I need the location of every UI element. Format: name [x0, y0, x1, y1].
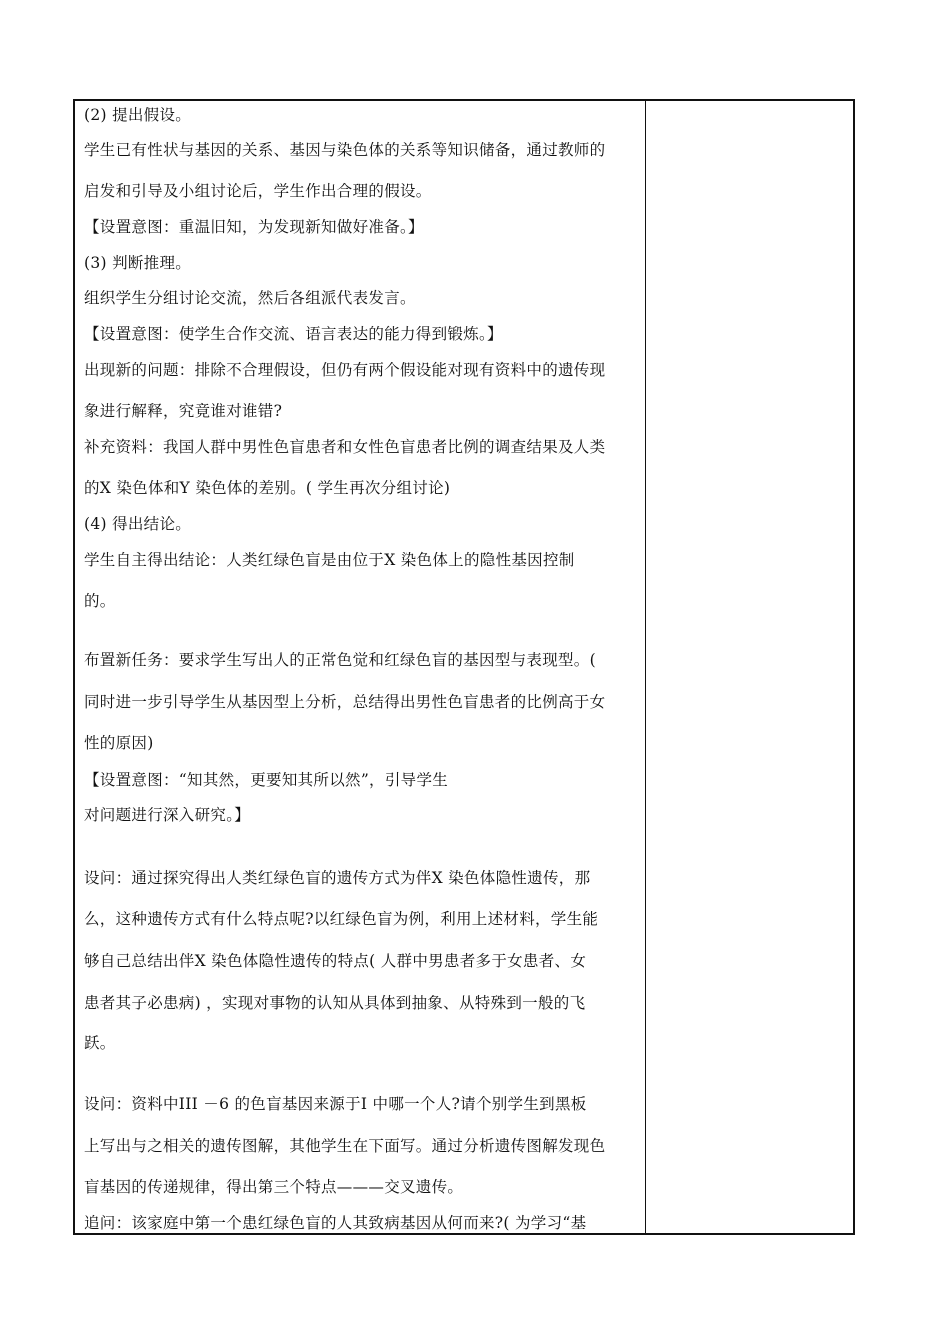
text-line: 设问：通过探究得出人类红绿色盲的遗传方式为伴X 染色体隐性遗传，那: [84, 869, 591, 887]
lesson-plan-table: [73, 99, 855, 1235]
text-line: 补充资料：我国人群中男性色盲患者和女性色盲患者比例的调查结果及人类: [84, 438, 606, 456]
text-line: 同时进一步引导学生从基因型上分析，总结得出男性色盲患者的比例高于女: [84, 693, 606, 711]
text-line: 性的原因): [84, 734, 154, 752]
text-line: 么，这种遗传方式有什么特点呢?以红绿色盲为例，利用上述材料，学生能: [84, 910, 599, 928]
text-line: 学生自主得出结论：人类红绿色盲是由位于X 染色体上的隐性基因控制: [84, 551, 575, 569]
text-line: 学生已有性状与基因的关系、基因与染色体的关系等知识储备，通过教师的: [84, 141, 606, 159]
text-line: 出现新的问题：排除不合理假设，但仍有两个假设能对现有资料中的遗传现: [84, 361, 606, 379]
text-line: 够自己总结出伴X 染色体隐性遗传的特点( 人群中男患者多于女患者、女: [84, 952, 587, 970]
text-line: 上写出与之相关的遗传图解，其他学生在下面写。通过分析遗传图解发现色: [84, 1137, 606, 1155]
text-line: 患者其子必患病) ，实现对事物的认知从具体到抽象、从特殊到一般的飞: [84, 994, 586, 1012]
text-line: 盲基因的传递规律，得出第三个特点———交叉遗传。: [84, 1178, 464, 1196]
text-line: 象进行解释，究竟谁对谁错?: [84, 402, 283, 420]
text-line: 追问：该家庭中第一个患红绿色盲的人其致病基因从何而来?( 为学习“基: [84, 1214, 587, 1232]
text-line: 的。: [84, 592, 116, 610]
text-line: 【设置意图：使学生合作交流、语言表达的能力得到锻炼。】: [84, 325, 503, 343]
text-line: 对问题进行深入研究。】: [84, 806, 251, 824]
text-line: 组织学生分组讨论交流，然后各组派代表发言。: [84, 289, 416, 307]
text-line: 布置新任务：要求学生写出人的正常色觉和红绿色盲的基因型与表现型。(: [84, 651, 596, 669]
text-line: 设问：资料中III －6 的色盲基因来源于I 中哪一个人?请个别学生到黑板: [84, 1095, 587, 1113]
teaching-process-cell: [75, 101, 645, 1233]
text-line: 启发和引导及小组讨论后，学生作出合理的假设。: [84, 182, 432, 200]
text-line: (2) 提出假设。: [84, 106, 192, 124]
text-line: (4) 得出结论。: [84, 515, 192, 533]
text-line: 跃。: [84, 1034, 116, 1052]
text-line: 【设置意图：“知其然，更要知其所以然”，引导学生: [84, 771, 449, 789]
notes-cell: [646, 101, 853, 1233]
text-line: 的X 染色体和Y 染色体的差别。( 学生再次分组讨论): [84, 479, 451, 497]
text-line: (3) 判断推理。: [84, 254, 192, 272]
text-line: 【设置意图：重温旧知，为发现新知做好准备。】: [84, 218, 424, 236]
